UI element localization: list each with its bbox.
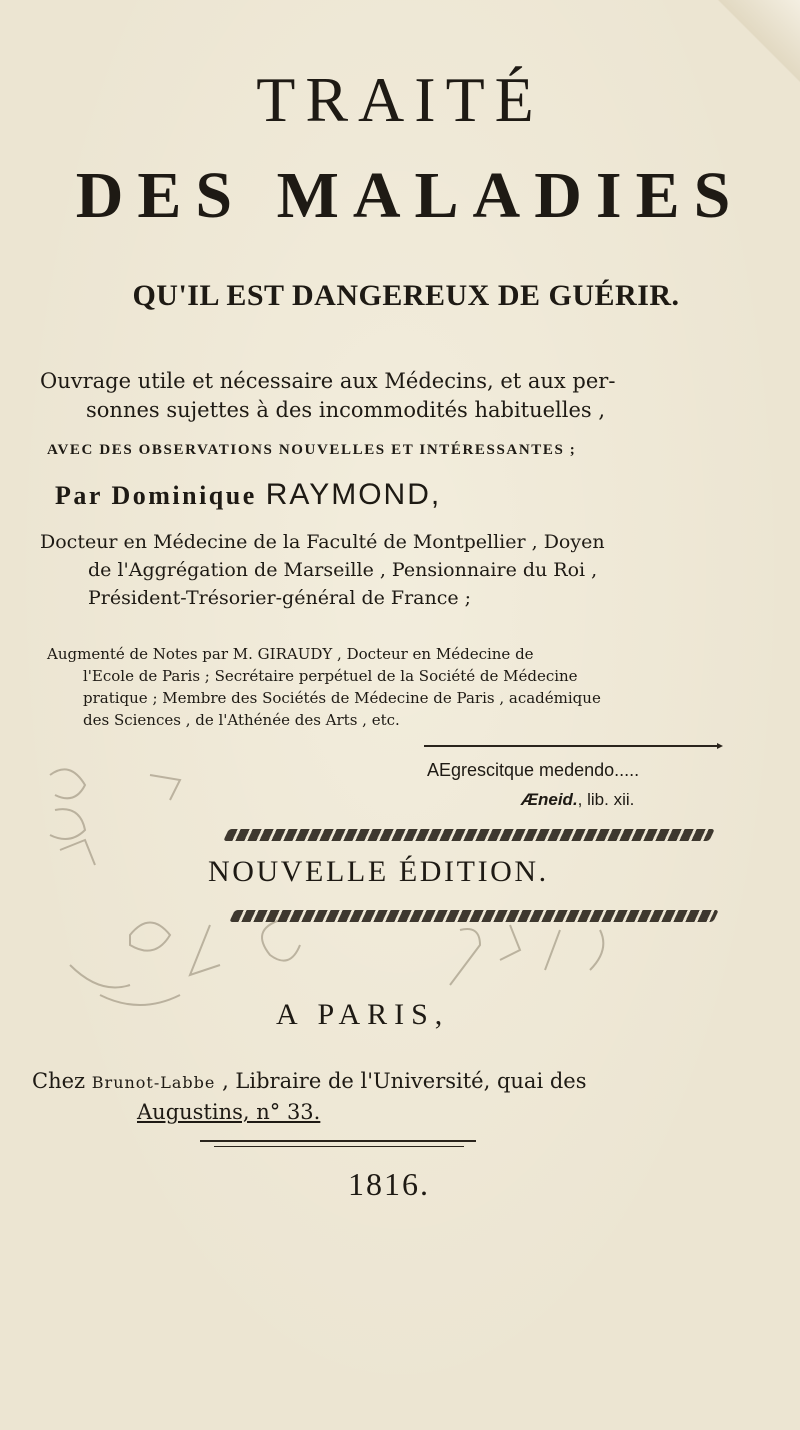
publisher-details: , Libraire de l'Université, quai des — [222, 1069, 587, 1093]
credentials-line-1: Docteur en Médecine de la Faculté de Montpellier , Doyen — [40, 531, 605, 553]
publication-year: 1816. — [348, 1166, 430, 1202]
augmentation-line-3: pratique ; Membre des Sociétés de Médecine de Paris , académique — [83, 689, 601, 707]
author-prefix: Par Dominique — [55, 481, 257, 510]
epigraph-quote: AEgrescitque medendo..... — [427, 760, 640, 780]
place-of-publication: A PARIS, — [276, 998, 450, 1031]
publisher-address: Augustins, n° 33. — [137, 1100, 321, 1124]
augmentation-line-4: des Sciences , de l'Athénée des Arts , etc. — [83, 711, 400, 729]
epigraph-book: , lib. xii. — [577, 790, 635, 809]
author-line — [55, 478, 441, 512]
publisher-line-1 — [32, 1069, 587, 1093]
double-rule-upper — [200, 1140, 476, 1142]
title-line-3: QU'IL EST DANGEREUX DE GUÉRIR. — [132, 279, 680, 312]
subtitle: AVEC DES OBSERVATIONS NOUVELLES ET INTÉRESSANTES ; — [47, 442, 577, 458]
ornamental-rule-bottom — [229, 910, 719, 922]
publisher-name: Brunot-Labbe — [91, 1073, 216, 1092]
edition-label: NOUVELLE ÉDITION. — [208, 855, 549, 888]
publisher-prefix: Chez — [32, 1069, 86, 1093]
augmentation-line-2: l'Ecole de Paris ; Secrétaire perpétuel de la Société de Médecine — [83, 667, 578, 685]
separator-rule — [424, 745, 720, 747]
epigraph-source — [521, 790, 634, 810]
double-rule-lower — [214, 1146, 464, 1147]
publisher-line-2 — [137, 1100, 320, 1124]
augmentation-line-1: Augmenté de Notes par M. GIRAUDY , Docteur en Médecine de — [47, 645, 534, 663]
credentials-line-3: Président-Trésorier-général de France ; — [88, 587, 472, 609]
author-name: RAYMOND, — [265, 478, 442, 511]
description-line-2: sonnes sujettes à des incommodités habituelles , — [86, 398, 606, 422]
ornamental-rule-top — [223, 829, 715, 841]
epigraph-work: Æneid. — [521, 790, 578, 809]
description-line-1: Ouvrage utile et nécessaire aux Médecins, et aux per- — [40, 369, 616, 393]
credentials-line-2: de l'Aggrégation de Marseille , Pensionnaire du Roi , — [88, 559, 598, 581]
title-line-1: TRAITÉ — [256, 64, 544, 135]
title-line-2: DES MALADIES — [75, 159, 745, 232]
